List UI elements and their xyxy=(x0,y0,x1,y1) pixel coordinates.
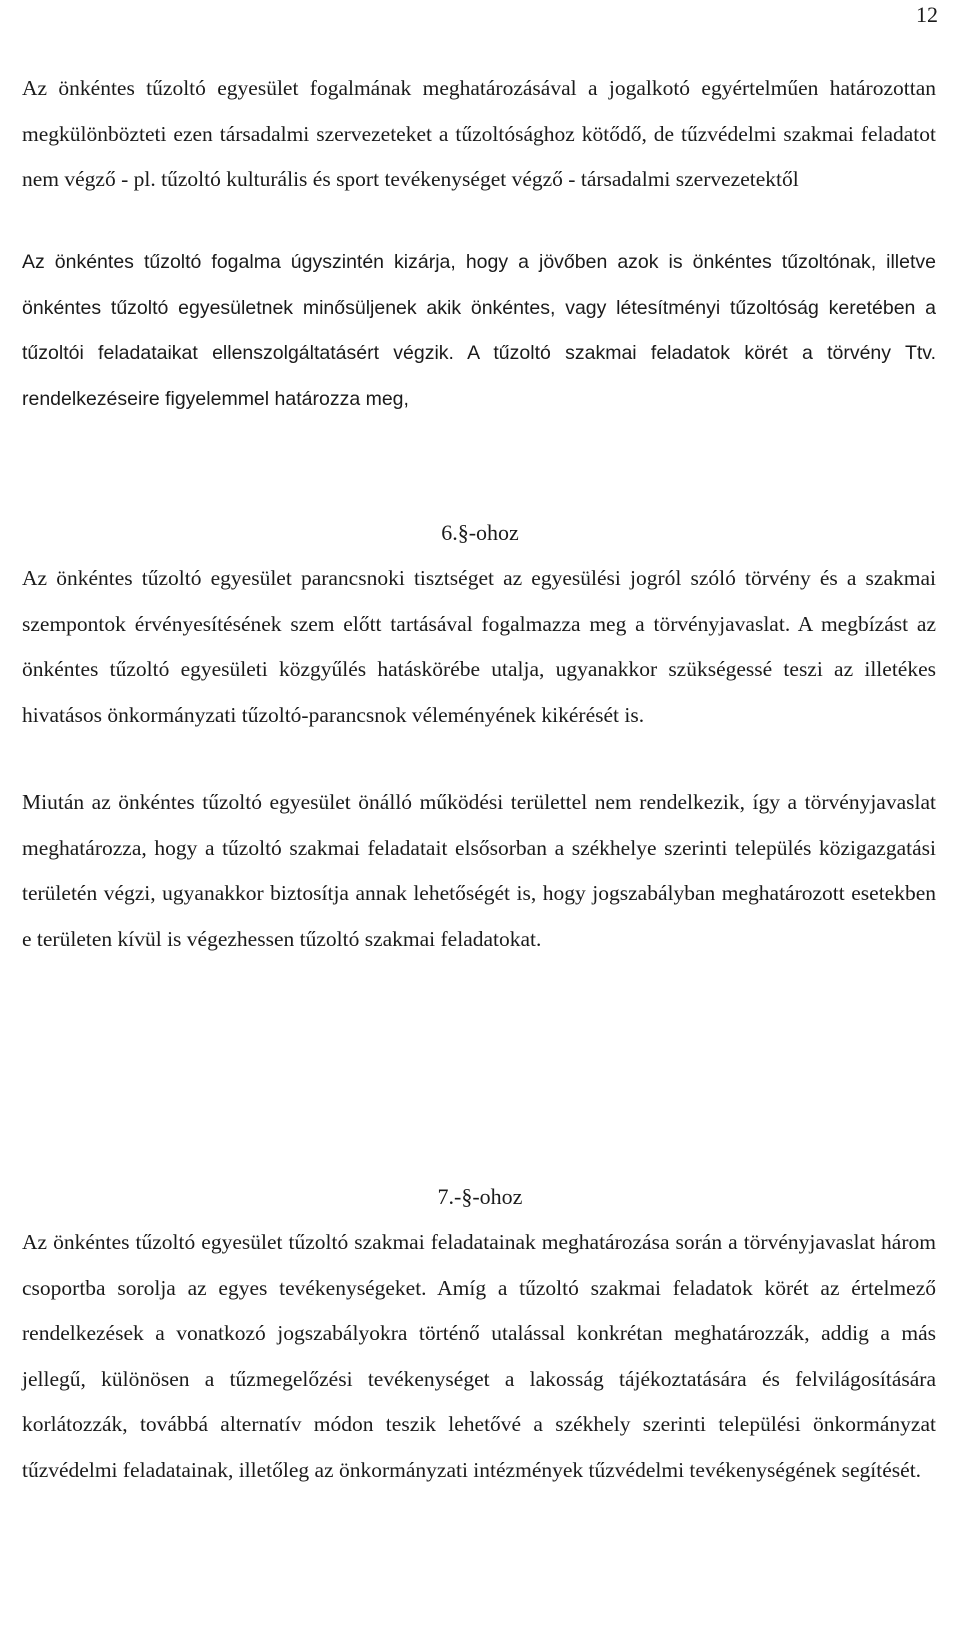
paragraph-commander-post: Az önkéntes tűzoltó egyesület parancsnoki tisztséget az egyesülési jogról szóló törvény és a szakmai szempontok érvényesítésének szem előtt tartásával fogalmazza meg a törvényjavaslat. A megbízást az önkéntes tűzoltó egyesületi közgyűlés hatáskörébe utalja, ugyanakkor szükségessé teszi az illetékes hivatásos önkormányzati tűzoltó-parancsnok véleményének kikérését is. xyxy=(22,566,936,727)
paragraph-exclusion: Az önkéntes tűzoltó fogalma úgyszintén kizárja, hogy a jövőben azok is önkéntes tűzoltónak, illetve önkéntes tűzoltó egyesületnek minősüljenek akik önkéntes, vagy létesítményi tűzoltóság keretében a tűzoltói feladataikat ellenszolgáltatásért végzik. A tűzoltó szakmai feladatok körét a törvény Ttv. rendelkezéseire figyelemmel határozza meg, xyxy=(22,251,936,410)
paragraph-definition: Az önkéntes tűzoltó egyesület fogalmának meghatározásával a jogalkotó egyértelműen határozottan megkülönbözteti ezen társadalmi szervezeteket a tűzoltósághoz kötődő, de tűzvédelmi szakmai feladatot nem végző - pl. tűzoltó kulturális és sport tevékenységet végző - társadalmi szervezetektől xyxy=(22,76,936,191)
page-number: 12 xyxy=(916,2,938,27)
paragraph-professional-tasks: Az önkéntes tűzoltó egyesület tűzoltó szakmai feladatainak meghatározása során a törvényjavaslat három csoportba sorolja az egyes tevékenységeket. Amíg a tűzoltó szakmai feladatok körét az értelmező rendelkezések a vonatkozó jogszabályokra történő utalással konkrétan meghatározzák, addig a más jellegű, különösen a tűzmegelőzési tevékenységet a lakosság tájékoztatására és felvilágosítására korlátozzák, továbbá alternatív módon teszik lehetővé a székhely szerinti települési önkormányzat tűzvédelmi feladatainak, illetőleg az önkormányzati intézmények tűzvédelmi tevékenységének segítését. xyxy=(22,1230,936,1482)
section-heading-7: 7.-§-ohoz xyxy=(437,1184,523,1209)
paragraph-operating-area: Miután az önkéntes tűzoltó egyesület önálló működési területtel nem rendelkezik, így a törvényjavaslat meghatározza, hogy a tűzoltó szakmai feladatait elsősorban a székhelye szerinti település közigazgatási területén végzi, ugyanakkor biztosítja annak lehetőségét is, hogy jogszabályban meghatározott esetekben e területen kívül is végezhessen tűzoltó szakmai feladatokat. xyxy=(22,790,936,951)
section-heading-6: 6.§-ohoz xyxy=(441,520,519,545)
